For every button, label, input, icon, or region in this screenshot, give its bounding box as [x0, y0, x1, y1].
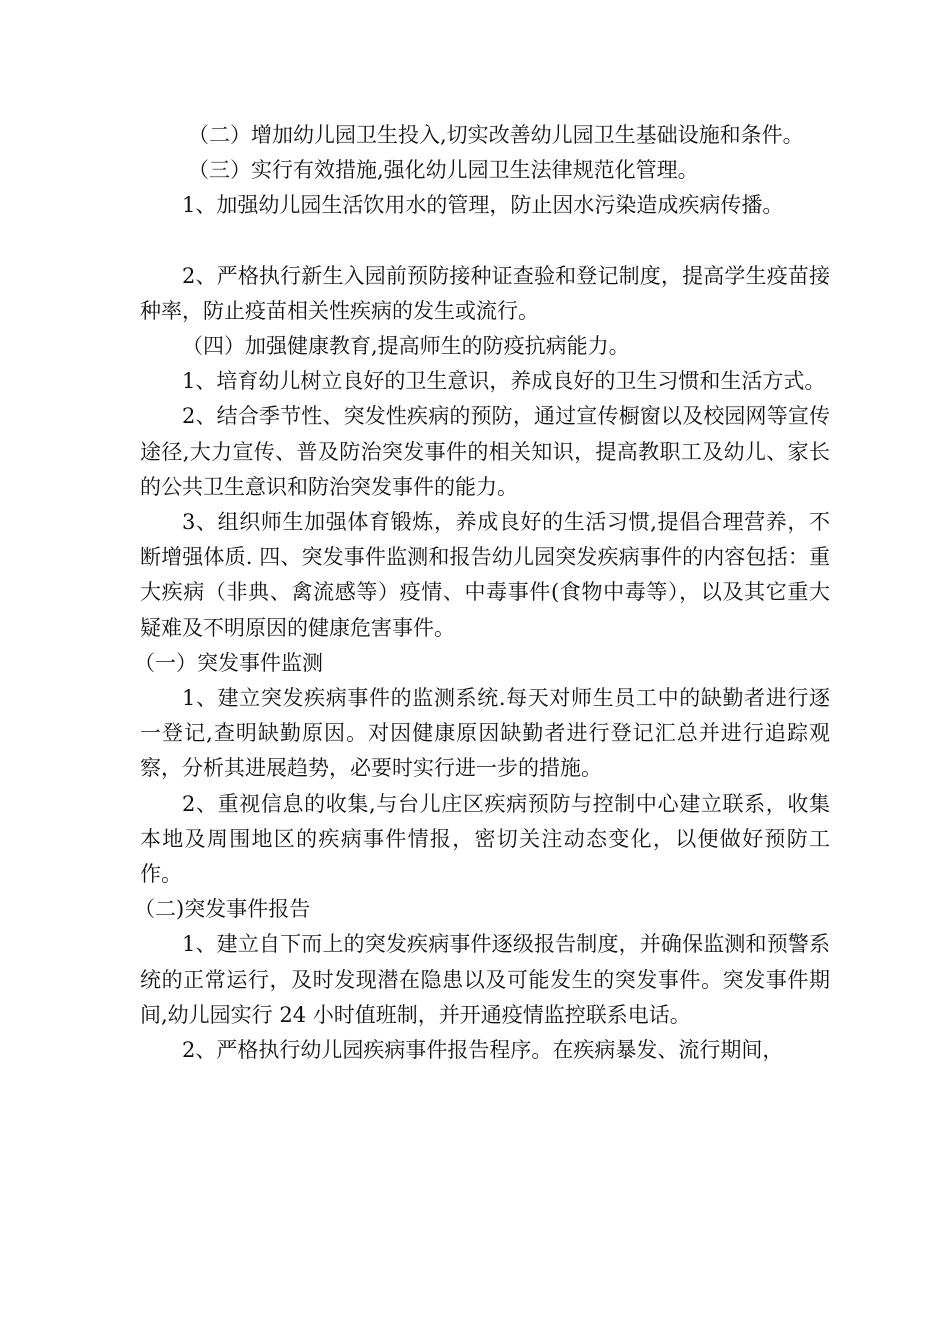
heading-monitoring: （一）突发事件监测 [134, 650, 323, 675]
paragraph-information-collection: 2、重视信息的收集,与台儿庄区疾病预防与控制中心建立联系，收集本地及周围地区的疾病事件情报，密切关注动态变化，以便做好预防工作。 [140, 791, 830, 887]
paragraph-section-4: （四）加强健康教育,提高师生的防疫抗病能力。 [182, 334, 630, 359]
paragraph-reporting-system: 1、建立自下而上的突发疾病事件逐级报告制度，并确保监测和预警系统的正常运行，及时发现潜在隐患以及可能发生的突发事件。突发事件期间,幼儿园实行 24 小时值班制，并开通疫情监控联系电话。 [140, 932, 830, 1027]
document-body [134, 118, 830, 1068]
paragraph-section-3: （三）实行有效措施,强化幼儿园卫生法律规范化管理。 [188, 158, 699, 183]
heading-reporting: （二)突发事件报告 [134, 897, 311, 922]
paragraph-physical-exercise: 3、组织师生加强体育锻炼，养成良好的生活习惯,提倡合理营养，不断增强体质. 四、突发事件监测和报告幼儿园突发疾病事件的内容包括：重大疾病（非典、禽流感等）疫情、中毒事件(食物中毒等），以及其它重大疑难及不明原因的健康危害事件。 [140, 510, 830, 640]
paragraph-vaccination: 2、严格执行新生入园前预防接种证查验和登记制度，提高学生疫苗接种率，防止疫苗相关性疾病的发生或流行。 [140, 263, 830, 323]
paragraph-publicity: 2、结合季节性、突发性疾病的预防，通过宣传橱窗以及校园网等宣传途径,大力宣传、普及防治突发事件的相关知识，提高教职工及幼儿、家长的公共卫生意识和防治突发事件的能力。 [140, 404, 830, 499]
paragraph-section-2: （二）增加幼儿园卫生投入,切实改善幼儿园卫生基础设施和条件。 [188, 123, 804, 147]
paragraph-monitoring-system: 1、建立突发疾病事件的监测系统.每天对师生员工中的缺勤者进行逐一登记,查明缺勤原因。对因健康原因缺勤者进行登记汇总并进行追踪观察，分析其进展趋势，必要时实行进一步的措施。 [140, 686, 830, 781]
paragraph-hygiene-awareness: 1、培育幼儿树立良好的卫生意识，养成良好的卫生习惯和生活方式。 [182, 369, 826, 394]
paragraph-reporting-procedure: 2、严格执行幼儿园疾病事件报告程序。在疾病暴发、流行期间， [182, 1038, 784, 1063]
blank-line [140, 224, 830, 259]
paragraph-water-management: 1、加强幼儿园生活饮用水的管理，防止因水污染造成疾病传播。 [182, 193, 784, 218]
